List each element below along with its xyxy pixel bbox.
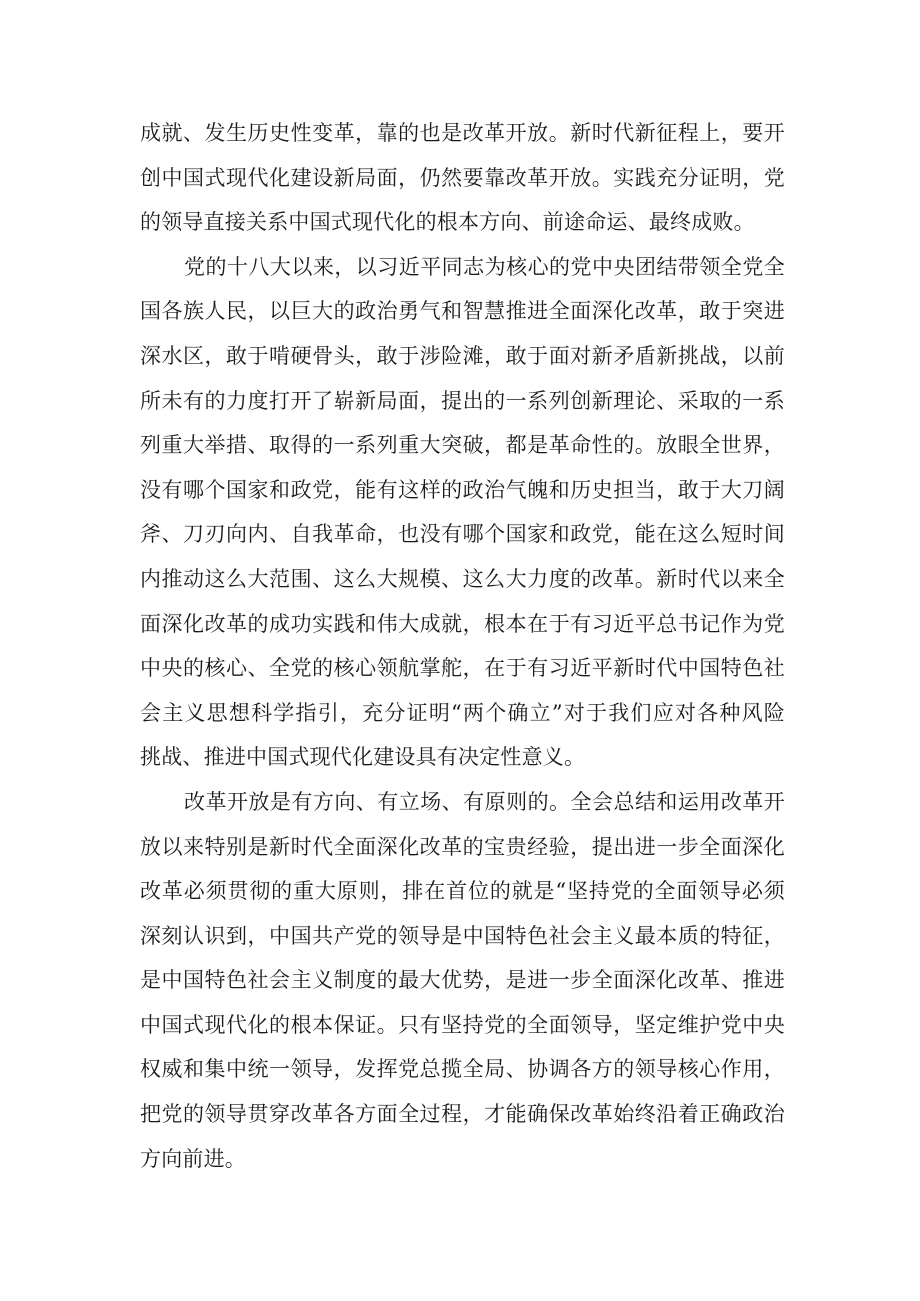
paragraph-2 [140, 245, 785, 780]
text-line: 党的十八大以来，以习近平同志为核心的党中央团结带领全党全 [184, 254, 785, 279]
text-line: 是中国特色社会主义制度的最大优势，是进一步全面深化改革、推进 [140, 968, 785, 993]
text-line: 改革开放是有方向、有立场、有原则的。全会总结和运用改革开 [184, 789, 785, 814]
text-line: 深水区，敢于啃硬骨头，敢于涉险滩，敢于面对新矛盾新挑战，以前 [140, 343, 785, 368]
text-line: 方向前进。 [140, 1146, 246, 1171]
text-line: 成就、发生历史性变革，靠的也是改革开放。新时代新征程上，要开 [140, 121, 785, 145]
text-line: 国各族人民，以巨大的政治勇气和智慧推进全面深化改革，敢于突进 [140, 299, 785, 324]
text-line: 所未有的力度打开了崭新局面，提出的一系列创新理论、采取的一系 [140, 388, 785, 413]
text-line: 改革必须贯彻的重大原则，排在首位的就是“坚持党的全面领导必须 [140, 879, 785, 904]
text-line: 放以来特别是新时代全面深化改革的宝贵经验，提出进一步全面深化 [140, 834, 785, 859]
text-line: 权威和集中统一领导，发挥党总揽全局、协调各方的领导核心作用， [140, 1057, 785, 1082]
paragraph-3 [140, 780, 785, 1181]
text-line: 会主义思想科学指引，充分证明“两个确立”对于我们应对各种风险 [140, 700, 785, 725]
text-line: 创中国式现代化建设新局面，仍然要靠改革开放。实践充分证明，党 [140, 165, 785, 190]
text-line: 没有哪个国家和政党，能有这样的政治气魄和历史担当，敢于大刀阔 [140, 477, 785, 502]
text-line: 列重大举措、取得的一系列重大突破，都是革命性的。放眼全世界， [140, 433, 785, 458]
paragraph-1 [140, 111, 785, 245]
text-line: 挑战、推进中国式现代化建设具有决定性意义。 [140, 745, 586, 770]
text-line: 面深化改革的成功实践和伟大成就，根本在于有习近平总书记作为党 [140, 611, 785, 636]
text-line: 中国式现代化的根本保证。只有坚持党的全面领导，坚定维护党中央 [140, 1012, 785, 1037]
document-body [140, 111, 785, 1181]
text-line: 的领导直接关系中国式现代化的根本方向、前途命运、最终成败。 [140, 210, 755, 235]
text-line: 中央的核心、全党的核心领航掌舵，在于有习近平新时代中国特色社 [140, 656, 785, 681]
text-line: 把党的领导贯穿改革各方面全过程，才能确保改革始终沿着正确政治 [140, 1102, 785, 1127]
text-line: 斧、刀刃向内、自我革命，也没有哪个国家和政党，能在这么短时间 [140, 522, 785, 547]
text-line: 内推动这么大范围、这么大规模、这么大力度的改革。新时代以来全 [140, 566, 785, 591]
text-line: 深刻认识到，中国共产党的领导是中国特色社会主义最本质的特征， [140, 923, 785, 948]
